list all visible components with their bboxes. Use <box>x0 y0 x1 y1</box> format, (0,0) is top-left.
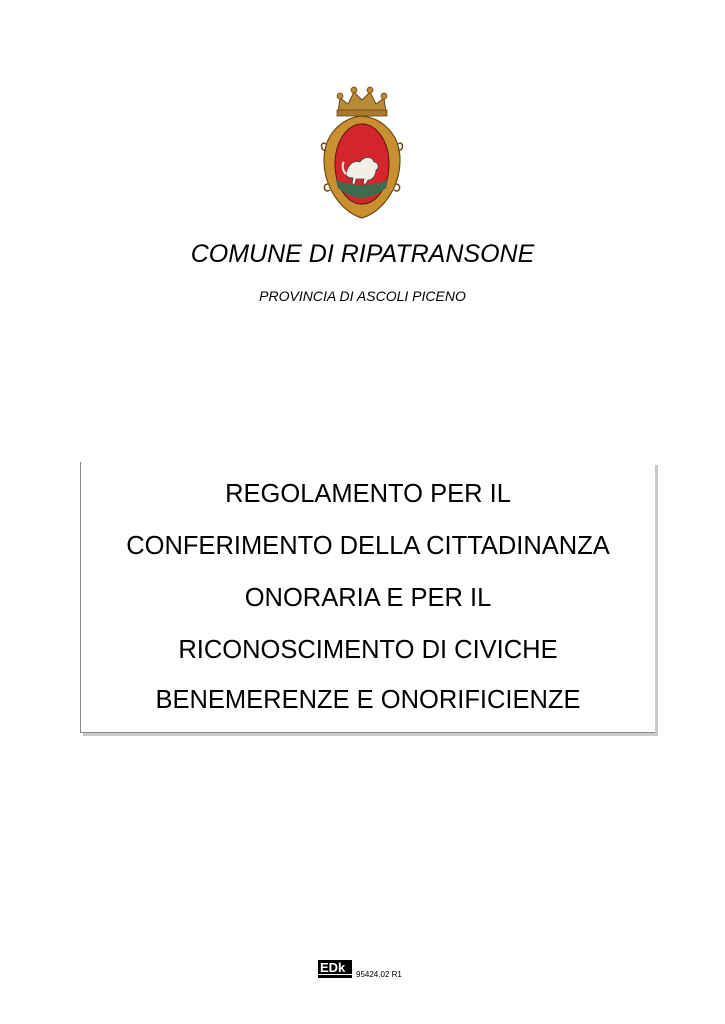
title-line: CONFERIMENTO DELLA CITTADINANZA <box>126 532 610 560</box>
title-line: RICONOSCIMENTO DI CIVICHE <box>178 636 558 664</box>
municipality-name: COMUNE DI RIPATRANSONE <box>190 240 535 268</box>
publisher-logo-icon <box>318 960 352 980</box>
title-line: ONORARIA E PER IL <box>244 584 492 612</box>
document-title-box <box>80 462 655 733</box>
title-line: REGOLAMENTO PER IL <box>225 480 511 508</box>
title-line: BENEMERENZE E ONORIFICIENZE <box>155 686 581 714</box>
province-name: PROVINCIA DI ASCOLI PICENO <box>259 288 466 304</box>
publisher-logo-text: EDk <box>320 960 346 975</box>
document-code: 95424.02 R1 <box>356 970 402 979</box>
coat-of-arms-icon <box>320 84 404 220</box>
